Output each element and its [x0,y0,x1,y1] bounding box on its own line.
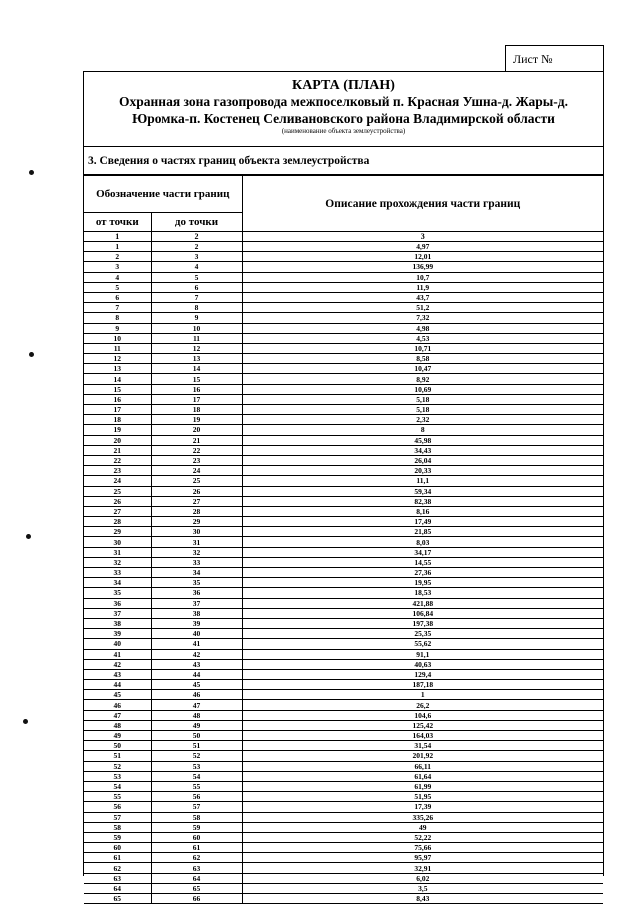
length-cell: 10,47 [242,364,603,374]
to-point-cell: 25 [151,476,242,486]
length-cell: 61,64 [242,771,603,781]
length-cell: 27,36 [242,568,603,578]
table-row [84,323,603,333]
table-row [84,272,603,282]
from-point-cell: 47 [84,710,151,720]
to-point-cell: 39 [151,618,242,628]
table-row [84,415,603,425]
to-point-cell: 40 [151,629,242,639]
table-row [84,608,603,618]
length-cell: 18,53 [242,588,603,598]
to-point-cell: 14 [151,364,242,374]
to-point-cell: 65 [151,883,242,893]
length-cell: 421,88 [242,598,603,608]
from-point-cell: 44 [84,680,151,690]
from-point-cell: 22 [84,455,151,465]
from-point-cell: 3 [84,262,151,272]
length-cell: 10,69 [242,384,603,394]
table-row [84,771,603,781]
from-point-cell: 32 [84,557,151,567]
length-cell: 201,92 [242,751,603,761]
designation-group-header: Обозначение части границ [84,176,242,213]
to-point-cell: 3 [151,252,242,262]
from-point-cell: 38 [84,618,151,628]
length-cell: 31,54 [242,741,603,751]
punch-hole [29,352,34,357]
to-point-cell: 48 [151,710,242,720]
sheet-number-box [505,45,604,72]
from-point-cell: 57 [84,812,151,822]
table-row [84,455,603,465]
to-point-cell: 42 [151,649,242,659]
length-cell: 34,17 [242,547,603,557]
length-cell: 51,95 [242,792,603,802]
to-point-cell: 26 [151,486,242,496]
length-cell: 95,97 [242,853,603,863]
table-row [84,761,603,771]
from-point-cell: 26 [84,496,151,506]
from-point-cell: 18 [84,415,151,425]
table-row [84,751,603,761]
table-row [84,853,603,863]
to-point-cell: 64 [151,873,242,883]
document-header [84,72,603,147]
table-body [84,242,603,904]
to-point-cell: 57 [151,802,242,812]
table-row [84,598,603,608]
table-row [84,517,603,527]
from-point-cell: 60 [84,843,151,853]
length-cell: 136,99 [242,262,603,272]
from-point-cell: 54 [84,781,151,791]
length-cell: 25,35 [242,629,603,639]
from-point-cell: 7 [84,303,151,313]
to-point-cell: 19 [151,415,242,425]
to-point-cell: 55 [151,781,242,791]
table-row [84,649,603,659]
length-cell: 335,26 [242,812,603,822]
to-point-cell: 36 [151,588,242,598]
from-point-cell: 62 [84,863,151,873]
table-row [84,863,603,873]
to-point-cell: 50 [151,731,242,741]
table-row [84,506,603,516]
column-number-row [84,232,603,242]
to-point-cell: 4 [151,262,242,272]
column-number: 2 [151,232,242,242]
table-row [84,832,603,842]
table-row [84,425,603,435]
table-row [84,822,603,832]
punch-hole [29,170,34,175]
length-cell: 26,2 [242,700,603,710]
to-point-cell: 24 [151,466,242,476]
length-cell: 5,18 [242,394,603,404]
to-point-cell: 66 [151,894,242,904]
table-row [84,445,603,455]
table-row [84,292,603,302]
to-point-cell: 46 [151,690,242,700]
length-cell: 21,85 [242,527,603,537]
length-cell: 4,97 [242,242,603,252]
to-point-cell: 38 [151,608,242,618]
table-row [84,690,603,700]
to-point-cell: 53 [151,761,242,771]
table-row [84,812,603,822]
to-point-cell: 9 [151,313,242,323]
to-point-cell: 2 [151,242,242,252]
length-cell: 3,5 [242,883,603,893]
to-point-cell: 41 [151,639,242,649]
column-number: 3 [242,232,603,242]
length-cell: 26,04 [242,455,603,465]
length-cell: 19,95 [242,578,603,588]
from-point-cell: 64 [84,883,151,893]
from-point-cell: 36 [84,598,151,608]
length-cell: 7,32 [242,313,603,323]
from-point-cell: 8 [84,313,151,323]
to-point-cell: 16 [151,384,242,394]
length-cell: 8,16 [242,506,603,516]
to-point-cell: 15 [151,374,242,384]
from-point-cell: 42 [84,659,151,669]
to-point-cell: 56 [151,792,242,802]
to-point-cell: 8 [151,303,242,313]
to-point-cell: 12 [151,343,242,353]
from-point-cell: 51 [84,751,151,761]
length-cell: 106,84 [242,608,603,618]
length-cell: 52,22 [242,832,603,842]
length-cell: 125,42 [242,720,603,730]
from-point-cell: 14 [84,374,151,384]
from-point-cell: 40 [84,639,151,649]
length-cell: 2,32 [242,415,603,425]
length-cell: 43,7 [242,292,603,302]
column-number: 1 [84,232,151,242]
length-cell: 4,53 [242,333,603,343]
table-row [84,894,603,904]
length-cell: 11,9 [242,282,603,292]
to-point-cell: 27 [151,496,242,506]
to-point-cell: 21 [151,435,242,445]
from-point-cell: 20 [84,435,151,445]
boundary-parts-table [84,175,603,904]
table-row [84,466,603,476]
length-cell: 5,18 [242,405,603,415]
to-point-cell: 54 [151,771,242,781]
from-point-cell: 34 [84,578,151,588]
from-point-cell: 24 [84,476,151,486]
length-cell: 6,02 [242,873,603,883]
table-row [84,568,603,578]
to-point-cell: 23 [151,455,242,465]
object-name-line-2: Юромка-п. Костенец Селивановского района Владимирской области [132,111,555,126]
table-row [84,639,603,649]
length-cell: 8 [242,425,603,435]
length-cell: 12,01 [242,252,603,262]
length-cell: 49 [242,822,603,832]
from-point-cell: 59 [84,832,151,842]
to-point-cell: 13 [151,354,242,364]
table-row [84,527,603,537]
from-point-cell: 37 [84,608,151,618]
length-cell: 34,43 [242,445,603,455]
to-point-cell: 44 [151,669,242,679]
from-point-cell: 50 [84,741,151,751]
length-cell: 10,7 [242,272,603,282]
description-header: Описание прохождения части границ [242,176,603,232]
table-row [84,843,603,853]
table-row [84,364,603,374]
to-point-cell: 29 [151,517,242,527]
from-point-cell: 56 [84,802,151,812]
table-row [84,262,603,272]
to-point-cell: 28 [151,506,242,516]
from-point-cell: 55 [84,792,151,802]
to-point-cell: 59 [151,822,242,832]
from-point-cell: 39 [84,629,151,639]
length-cell: 75,66 [242,843,603,853]
to-point-cell: 58 [151,812,242,822]
table-row [84,313,603,323]
to-point-cell: 18 [151,405,242,415]
section-title: 3. Сведения о частях границ объекта землеустройства [84,147,603,175]
length-cell: 164,03 [242,731,603,741]
from-point-cell: 30 [84,537,151,547]
table-row [84,435,603,445]
from-point-cell: 5 [84,282,151,292]
from-point-cell: 10 [84,333,151,343]
from-point-cell: 4 [84,272,151,282]
length-cell: 11,1 [242,476,603,486]
length-cell: 8,92 [242,374,603,384]
object-name-note: (наименование объекта землеустройства) [281,127,406,135]
from-point-cell: 12 [84,354,151,364]
to-point-cell: 22 [151,445,242,455]
table-row [84,242,603,252]
table-row [84,700,603,710]
table-row [84,333,603,343]
from-point-cell: 6 [84,292,151,302]
to-point-cell: 11 [151,333,242,343]
length-cell: 40,63 [242,659,603,669]
length-cell: 91,1 [242,649,603,659]
to-point-cell: 37 [151,598,242,608]
to-point-cell: 5 [151,272,242,282]
punch-hole [23,719,28,724]
length-cell: 8,43 [242,894,603,904]
to-point-cell: 20 [151,425,242,435]
to-point-cell: 60 [151,832,242,842]
table-row [84,252,603,262]
from-point-cell: 23 [84,466,151,476]
to-point-header: до точки [151,213,242,232]
length-cell: 10,71 [242,343,603,353]
from-point-cell: 11 [84,343,151,353]
to-point-cell: 30 [151,527,242,537]
table-row [84,669,603,679]
from-point-cell: 49 [84,731,151,741]
length-cell: 20,33 [242,466,603,476]
from-point-cell: 58 [84,822,151,832]
object-name-line-1: Охранная зона газопровода межпоселковый п. Красная Ушна-д. Жары-д. [119,94,568,109]
table-row [84,496,603,506]
table-row [84,405,603,415]
to-point-cell: 47 [151,700,242,710]
table-row [84,476,603,486]
from-point-cell: 1 [84,242,151,252]
length-cell: 1 [242,690,603,700]
length-cell: 17,39 [242,802,603,812]
to-point-cell: 61 [151,843,242,853]
length-cell: 51,2 [242,303,603,313]
to-point-cell: 62 [151,853,242,863]
to-point-cell: 35 [151,578,242,588]
table-row [84,741,603,751]
from-point-cell: 52 [84,761,151,771]
length-cell: 197,38 [242,618,603,628]
to-point-cell: 17 [151,394,242,404]
from-point-cell: 19 [84,425,151,435]
length-cell: 66,11 [242,761,603,771]
document-title: КАРТА (ПЛАН) [292,78,395,93]
table-row [84,578,603,588]
table-row [84,618,603,628]
from-point-cell: 65 [84,894,151,904]
length-cell: 4,98 [242,323,603,333]
length-cell: 129,4 [242,669,603,679]
length-cell: 8,03 [242,537,603,547]
to-point-cell: 10 [151,323,242,333]
length-cell: 104,6 [242,710,603,720]
from-point-cell: 17 [84,405,151,415]
length-cell: 14,55 [242,557,603,567]
table-row [84,680,603,690]
length-cell: 187,18 [242,680,603,690]
length-cell: 55,62 [242,639,603,649]
from-point-cell: 16 [84,394,151,404]
table-row [84,394,603,404]
table-row [84,629,603,639]
table-row [84,873,603,883]
to-point-cell: 49 [151,720,242,730]
table-row [84,486,603,496]
length-cell: 8,58 [242,354,603,364]
from-point-cell: 43 [84,669,151,679]
table-row [84,731,603,741]
table-row [84,710,603,720]
from-point-cell: 9 [84,323,151,333]
table-row [84,547,603,557]
from-point-cell: 45 [84,690,151,700]
from-point-cell: 63 [84,873,151,883]
to-point-cell: 32 [151,547,242,557]
from-point-cell: 48 [84,720,151,730]
table-row [84,781,603,791]
table-row [84,374,603,384]
from-point-cell: 61 [84,853,151,863]
table-row [84,720,603,730]
table-row [84,802,603,812]
from-point-cell: 21 [84,445,151,455]
from-point-cell: 25 [84,486,151,496]
sheet-number-label: Лист № [513,52,553,66]
length-cell: 61,99 [242,781,603,791]
from-point-cell: 53 [84,771,151,781]
length-cell: 59,34 [242,486,603,496]
length-cell: 45,98 [242,435,603,445]
table-row [84,883,603,893]
table-row [84,303,603,313]
table-row [84,537,603,547]
from-point-cell: 33 [84,568,151,578]
table-row [84,354,603,364]
to-point-cell: 6 [151,282,242,292]
from-point-cell: 41 [84,649,151,659]
to-point-cell: 63 [151,863,242,873]
from-point-cell: 13 [84,364,151,374]
table-row [84,792,603,802]
from-point-cell: 15 [84,384,151,394]
to-point-cell: 45 [151,680,242,690]
to-point-cell: 33 [151,557,242,567]
from-point-header: от точки [84,213,151,232]
to-point-cell: 43 [151,659,242,669]
table-row [84,343,603,353]
from-point-cell: 46 [84,700,151,710]
from-point-cell: 28 [84,517,151,527]
to-point-cell: 52 [151,751,242,761]
from-point-cell: 29 [84,527,151,537]
length-cell: 82,38 [242,496,603,506]
table-row [84,659,603,669]
from-point-cell: 2 [84,252,151,262]
table-row [84,588,603,598]
from-point-cell: 35 [84,588,151,598]
table-row [84,557,603,567]
to-point-cell: 51 [151,741,242,751]
to-point-cell: 7 [151,292,242,302]
to-point-cell: 31 [151,537,242,547]
from-point-cell: 27 [84,506,151,516]
to-point-cell: 34 [151,568,242,578]
length-cell: 17,49 [242,517,603,527]
length-cell: 32,91 [242,863,603,873]
punch-hole [26,534,31,539]
document-frame [83,71,604,904]
table-row [84,384,603,394]
from-point-cell: 31 [84,547,151,557]
table-row [84,282,603,292]
